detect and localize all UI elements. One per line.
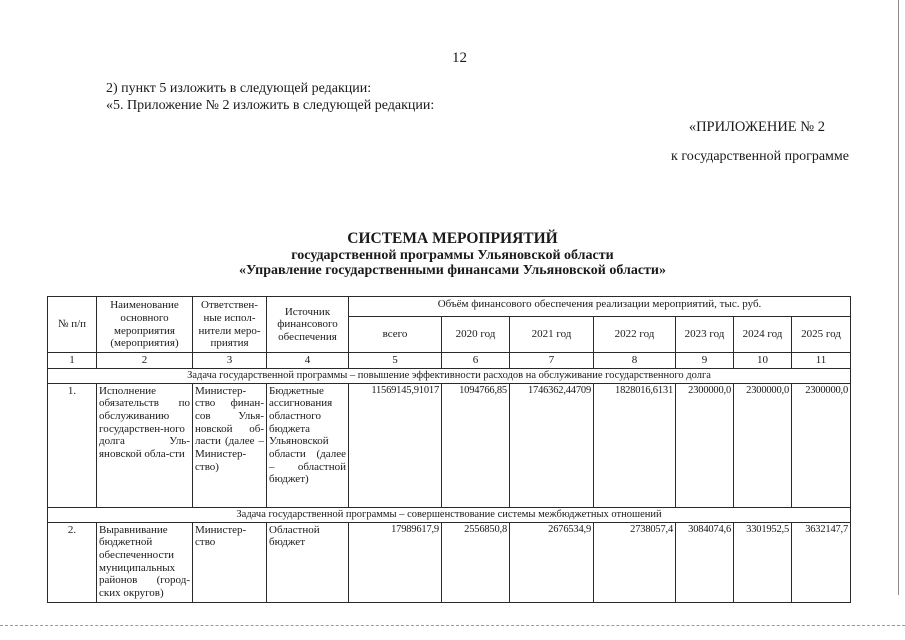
document-heading: СИСТЕМА МЕРОПРИЯТИЙ — [347, 230, 558, 247]
header-year: 2024 год — [734, 317, 792, 353]
header-num: № п/п — [48, 297, 97, 353]
task-row — [48, 507, 851, 522]
header-year: 2021 год — [510, 317, 594, 353]
row-total: 11569145,91017 — [349, 383, 442, 507]
row-value-2024: 2300000,0 — [734, 383, 792, 507]
appendix-subtitle: к государственной программе — [671, 149, 849, 164]
column-index: 1 — [48, 353, 97, 369]
column-index: 3 — [193, 353, 267, 369]
task-row — [48, 368, 851, 383]
page-number: 12 — [452, 50, 467, 66]
row-responsible: Министер-ство — [193, 522, 267, 602]
header-year: 2020 год — [442, 317, 510, 353]
header-year: 2022 год — [594, 317, 676, 353]
row-num: 1. — [48, 383, 97, 507]
row-value-2022: 1828016,6131 — [594, 383, 676, 507]
row-responsible: Министер-ство финан-сов Улья-новской об-ласти (далее – Министер-ство) — [193, 383, 267, 507]
paragraph-2: «5. Приложение № 2 изложить в следующей редакции: — [106, 98, 435, 113]
row-value-2022: 2738057,4 — [594, 522, 676, 602]
page-edge-line — [898, 0, 899, 595]
row-activity-name: Исполнение обязательств по обслуживанию государствен-ного долга Уль-яновской обла-сти — [97, 383, 193, 507]
row-funding-source: Бюджетные ассигнования областного бюджета Ульяновской области (далее – областной бюджет) — [267, 383, 349, 507]
column-index: 4 — [267, 353, 349, 369]
document-heading-program-name: «Управление государственными финансами Ульяновской области» — [239, 263, 666, 278]
header-year: 2025 год — [792, 317, 851, 353]
header-activity-name: Наименование основного мероприятия (мероприятия) — [97, 297, 193, 353]
table-header-row — [48, 297, 851, 317]
row-value-2021: 1746362,44709 — [510, 383, 594, 507]
table-row — [48, 383, 851, 507]
task-title: Задача государственной программы – повышение эффективности расходов на обслуживание государственного долга — [48, 368, 851, 383]
header-responsible: Ответствен-ные испол-нители меро-приятия — [193, 297, 267, 353]
task-title: Задача государственной программы – совершенствование системы межбюджетных отношений — [48, 507, 851, 522]
row-value-2020: 1094766,85 — [442, 383, 510, 507]
row-value-2021: 2676534,9 — [510, 522, 594, 602]
column-index: 5 — [349, 353, 442, 369]
page-bottom-edge — [0, 625, 905, 626]
row-value-2025: 3632147,7 — [792, 522, 851, 602]
header-year: 2023 год — [676, 317, 734, 353]
column-index-row — [48, 353, 851, 369]
row-total: 17989617,9 — [349, 522, 442, 602]
column-index: 9 — [676, 353, 734, 369]
paragraph-1: 2) пункт 5 изложить в следующей редакции: — [106, 81, 372, 96]
column-index: 10 — [734, 353, 792, 369]
column-index: 11 — [792, 353, 851, 369]
document-heading-program: государственной программы Ульяновской области — [291, 248, 614, 263]
column-index: 2 — [97, 353, 193, 369]
column-index: 8 — [594, 353, 676, 369]
row-value-2025: 2300000,0 — [792, 383, 851, 507]
column-index: 7 — [510, 353, 594, 369]
row-value-2024: 3301952,5 — [734, 522, 792, 602]
row-value-2023: 3084074,6 — [676, 522, 734, 602]
row-funding-source: Областной бюджет — [267, 522, 349, 602]
header-total: всего — [349, 317, 442, 353]
column-index: 6 — [442, 353, 510, 369]
header-funding-source: Источник финансового обеспечения — [267, 297, 349, 353]
table-row — [48, 522, 851, 602]
row-num: 2. — [48, 522, 97, 602]
row-value-2020: 2556850,8 — [442, 522, 510, 602]
row-value-2023: 2300000,0 — [676, 383, 734, 507]
appendix-title: «ПРИЛОЖЕНИЕ № 2 — [688, 119, 825, 135]
row-activity-name: Выравнивание бюджетной обеспеченности муниципальных районов (город-ских округов) — [97, 522, 193, 602]
activities-table — [47, 296, 851, 603]
header-funding-volume: Объём финансового обеспечения реализации мероприятий, тыс. руб. — [349, 297, 851, 317]
